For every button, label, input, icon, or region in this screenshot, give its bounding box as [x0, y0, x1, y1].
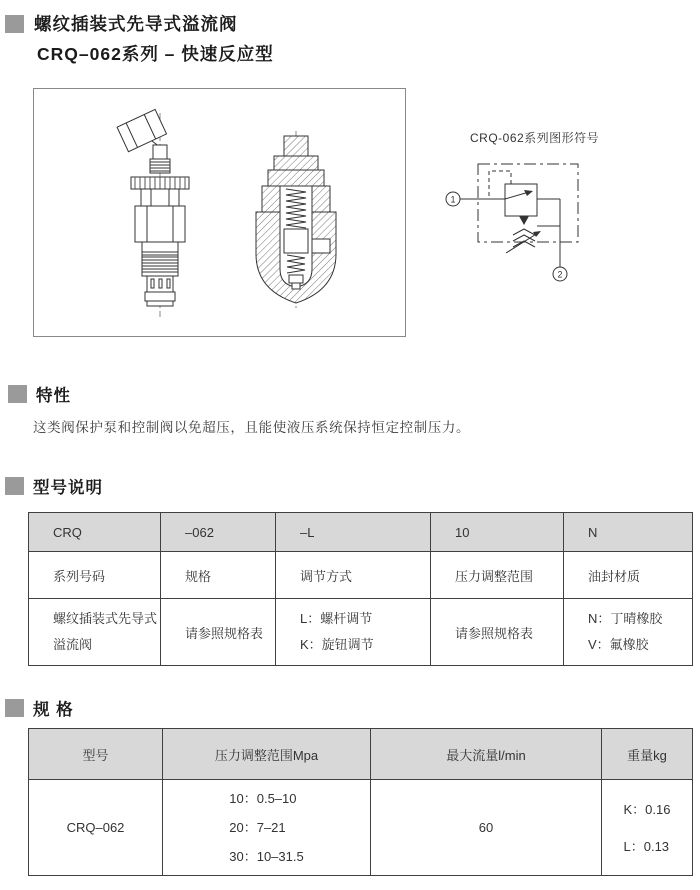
figure-band — [0, 88, 700, 343]
label-cell: 调节方式 — [276, 552, 431, 599]
detail-cell-spec: 请参照规格表 — [161, 599, 276, 666]
spec-model-cell: CRQ–062 — [29, 780, 163, 876]
hydraulic-symbol — [443, 149, 623, 299]
label-cell: 系列号码 — [29, 552, 161, 599]
code-cell: 10 — [431, 513, 564, 552]
page-title-line1: 螺纹插装式先导式溢流阀 — [34, 14, 238, 34]
spec-header-cell: 压力调整范围Mpa — [163, 729, 371, 780]
model-section-heading: 型号说明 — [33, 479, 103, 497]
model-code-table — [28, 512, 693, 666]
page-title-line2: CRQ–062系列 – 快速反应型 — [37, 44, 274, 64]
spec-flow-cell: 60 — [371, 780, 602, 876]
spec-header-cell: 型号 — [29, 729, 163, 780]
pressure-range-line: 20：7–21 — [229, 820, 286, 835]
code-cell: –062 — [161, 513, 276, 552]
model-detail-row — [29, 599, 693, 666]
label-cell: 规格 — [161, 552, 276, 599]
detail-cell-adjust — [276, 599, 431, 666]
detail-line: V：氟橡胶 — [588, 637, 649, 652]
spec-header-cell: 最大流量l/min — [371, 729, 602, 780]
features-section — [8, 382, 668, 436]
symbol-caption: CRQ-062系列图形符号 — [470, 131, 600, 145]
detail-cell-pressure: 请参照规格表 — [431, 599, 564, 666]
code-cell: CRQ — [29, 513, 161, 552]
code-cell: N — [564, 513, 693, 552]
detail-line: 溢流阀 — [53, 637, 93, 652]
spec-body-row — [29, 780, 693, 876]
weight-line: L：0.13 — [623, 838, 670, 854]
label-cell: 压力调整范围 — [431, 552, 564, 599]
label-cell: 油封材质 — [564, 552, 693, 599]
port-2-label: 2 — [557, 269, 563, 280]
page-title — [5, 11, 274, 66]
spec-weight-cell — [602, 780, 693, 876]
spec-table — [28, 728, 693, 876]
valve-drawings — [34, 89, 405, 336]
features-heading: 特性 — [36, 387, 71, 405]
features-body: 这类阀保护泵和控制阀以免超压，且能使液压系统保持恒定控制压力。 — [33, 420, 471, 435]
section-bullet-icon — [5, 477, 24, 495]
spec-pressure-cell — [163, 780, 371, 876]
detail-cell-series — [29, 599, 161, 666]
weight-line: K：0.16 — [623, 801, 671, 817]
valve-drawing-panel — [33, 88, 406, 337]
section-bullet-icon — [8, 385, 27, 403]
spec-header-cell: 重量kg — [602, 729, 693, 780]
code-cell: –L — [276, 513, 431, 552]
section-bullet-icon — [5, 15, 24, 33]
valve-external-drawing — [117, 109, 189, 317]
model-section-heading-row — [5, 474, 103, 498]
spec-section-heading: 规 格 — [33, 701, 74, 719]
detail-line: 螺纹插装式先导式 — [53, 611, 158, 626]
spec-header-row — [29, 729, 693, 780]
valve-section-drawing — [256, 131, 336, 309]
hydraulic-symbol-block — [443, 129, 673, 299]
section-bullet-icon — [5, 699, 24, 717]
spec-section-heading-row — [5, 696, 74, 720]
detail-line: K：旋钮调节 — [300, 637, 374, 652]
model-label-row — [29, 552, 693, 599]
port-1-label: 1 — [450, 194, 456, 205]
detail-line: L：螺杆调节 — [300, 611, 373, 626]
detail-line: N：丁晴橡胶 — [588, 611, 663, 626]
model-code-row — [29, 513, 693, 552]
detail-cell-seal — [564, 599, 693, 666]
pressure-range-line: 30：10–31.5 — [229, 849, 304, 864]
pressure-range-line: 10：0.5–10 — [229, 791, 297, 806]
